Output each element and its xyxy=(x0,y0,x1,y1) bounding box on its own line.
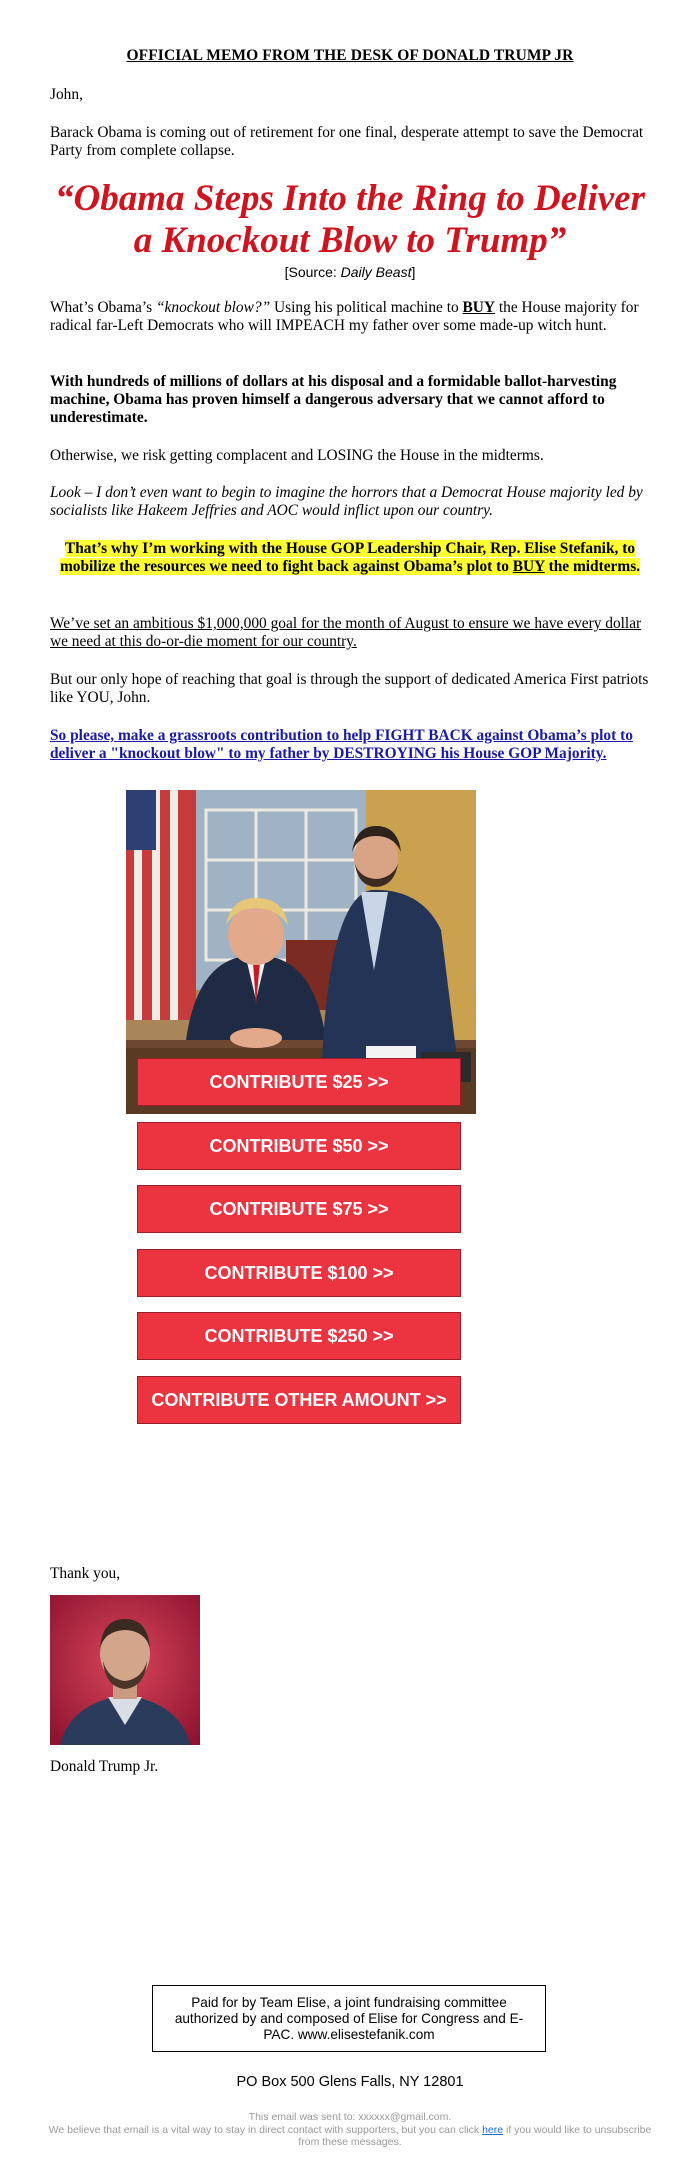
knockout-blow-phrase: “knockout blow?” xyxy=(156,299,271,316)
contribute-link[interactable]: So please, make a grassroots contribution to help FIGHT BACK against Obama’s plot to deliver a "knockout blow" to my father by DESTROYING his House GOP Majority. xyxy=(50,727,633,762)
risk-paragraph: Otherwise, we risk getting complacent and LOSING the House in the midterms. xyxy=(50,447,544,464)
knockout-paragraph xyxy=(50,299,650,335)
mailing-address: PO Box 500 Glens Falls, NY 12801 xyxy=(236,2074,464,2090)
source-name: Daily Beast xyxy=(340,264,412,280)
highlight-text xyxy=(60,540,640,575)
source-citation xyxy=(50,264,650,280)
thank-you-text: Thank you, xyxy=(50,1565,121,1582)
memo-title: OFFICIAL MEMO FROM THE DESK OF DONALD TRUMP JR xyxy=(126,47,574,64)
q1-text-a: What’s Obama’s xyxy=(50,299,156,316)
contribute-250-button[interactable]: CONTRIBUTE $250 >> xyxy=(137,1312,461,1360)
hl-text-a: That’s why I’m working with the House GOP Leadership Chair, Rep. Elise Stefanik, to mobilize the resources we need to fight back against Obama’s plot to xyxy=(59,540,636,575)
contribute-25-button[interactable]: CONTRIBUTE $25 >> xyxy=(137,1058,461,1106)
headline-quote: “Obama Steps Into the Ring to Deliver a Knockout Blow to Trump” xyxy=(55,178,645,261)
source-prefix: [Source: xyxy=(284,264,341,280)
source-suffix: ] xyxy=(411,264,416,280)
sent-to-notice: This email was sent to: xxxxxx@gmail.com. xyxy=(248,2111,452,2123)
hope-paragraph: But our only hope of reaching that goal is through the support of dedicated America First patriots like YOU, John. xyxy=(50,671,649,706)
highlighted-paragraph xyxy=(50,540,650,576)
adversary-paragraph: With hundreds of millions of dollars at his disposal and a formidable ballot-harvesting machine, Obama has proven himself a dangerous adversary that we cannot afford to underestimate. xyxy=(50,373,617,426)
signature-portrait-photo xyxy=(50,1595,200,1745)
q1-text-b: Using his political machine to xyxy=(270,299,463,316)
paid-for-disclaimer: Paid for by Team Elise, a joint fundraising committee authorized by and composed of Elise for Congress and E-PAC. www.elisestefanik.com xyxy=(152,1985,546,2052)
goal-paragraph: We’ve set an ambitious $1,000,000 goal for the month of August to ensure we have every dollar we need at this do-or-die moment for our country. xyxy=(50,615,642,650)
contribute-100-button[interactable]: CONTRIBUTE $100 >> xyxy=(137,1249,461,1297)
contribute-50-button[interactable]: CONTRIBUTE $50 >> xyxy=(137,1122,461,1170)
signature-name: Donald Trump Jr. xyxy=(50,1758,159,1775)
buy-emphasis-2: BUY xyxy=(512,558,545,575)
unsubscribe-text-a: We believe that email is a vital way to stay in direct contact with supporters, but you can click xyxy=(48,2124,483,2136)
unsubscribe-notice xyxy=(40,2124,660,2148)
contribute-75-button[interactable]: CONTRIBUTE $75 >> xyxy=(137,1185,461,1233)
unsubscribe-text-b: if you would like to unsubscribe from these messages. xyxy=(298,2124,652,2148)
look-paragraph: Look – I don’t even want to begin to imagine the horrors that a Democrat House majority led by socialists like Hakeem Jeffries and AOC would inflict upon our country. xyxy=(50,484,643,519)
unsubscribe-link[interactable]: here xyxy=(482,2124,504,2136)
portrait-image xyxy=(50,1595,200,1745)
q1-text-c: the House majority for radical far-Left Democrats who will IMPEACH my father over some made-up witch hunt. xyxy=(50,299,639,334)
buy-emphasis: BUY xyxy=(462,299,496,316)
intro-paragraph: Barack Obama is coming out of retirement for one final, desperate attempt to save the Democrat Party from complete collapse. xyxy=(50,124,644,159)
contribute-other-amount-button[interactable]: CONTRIBUTE OTHER AMOUNT >> xyxy=(137,1376,461,1424)
greeting: John, xyxy=(50,86,83,103)
hl-text-b: the midterms. xyxy=(544,558,641,575)
